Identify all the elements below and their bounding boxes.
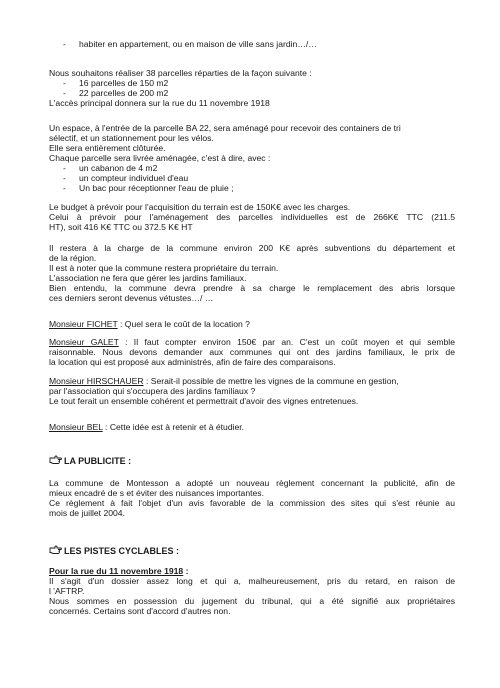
speaker-name: Monsieur FICHET [49, 319, 118, 329]
list-item: - un cabanon de 4 m2 [49, 163, 455, 173]
intro-block [49, 39, 455, 49]
paragraph-line: Nous sommes en possession du jugement du tribunal, qui a été signifié aux propriétaires [49, 596, 455, 606]
paragraph-line: la location qui est proposé aux administrés, afin de faire des comparaisons. [49, 357, 336, 367]
paragraph-line: Bien entendu, la commune devra prendre à sa charge le remplacement des abris lorsque [49, 283, 455, 293]
paragraph-line: Celui à prévoir pour l'aménagement des parcelles individuelles est de 266K€ TTC (211.5 [49, 212, 455, 222]
publicite-section [49, 455, 455, 466]
paragraph-line: L'accès principal donnera sur la rue du 11 novembre 1918 [49, 98, 270, 108]
paragraph-line: raisonnable. Nous devons demander aux communes qui ont des jardins familiaux, le prix de [49, 347, 455, 357]
paragraph-line: sélectif, et un stationnement pour les vélos. [49, 133, 214, 143]
espace-block [49, 123, 455, 193]
pointing-hand-icon [49, 455, 63, 465]
paragraph-line: Il est à noter que la commune restera propriétaire du terrain. [49, 263, 279, 273]
paragraph-line: Nous souhaitons réaliser 38 parcelles réparties de la façon suivante : [49, 68, 312, 78]
speaker-name: Monsieur GALET [49, 337, 119, 347]
paragraph-line: Elle sera entièrement clôturée. [49, 143, 166, 153]
budget-block [49, 202, 455, 232]
galet-block [49, 337, 455, 367]
list-item: - 16 parcelles de 150 m2 [49, 78, 455, 88]
publicite-body [49, 478, 455, 518]
pistes-body [49, 566, 455, 616]
paragraph-line: concernés. Certains sont d'accord d'autres non. [49, 606, 231, 616]
paragraph-line: HT), soit 416 K€ TTC ou 372.5 K€ HT [49, 222, 193, 232]
paragraph-line: Ce règlement à fait l'objet d'un avis favorable de la commission des sites qui s'est réunie au [49, 498, 455, 508]
paragraph-line: Le budget à prévoir pour l'acquisition du terrain est de 150K€ avec les charges. [49, 202, 351, 212]
speaker-text: : Serait-il possible de mettre les vignes de la commune en gestion, [143, 376, 399, 386]
paragraph-line: Il restera à la charge de la commune environ 200 K€ après subventions du département et [49, 243, 455, 253]
commune-block [49, 243, 455, 303]
speaker-name: Monsieur BEL [49, 422, 103, 432]
hirschauer-block [49, 376, 455, 406]
paragraph-line: l 'AFTRP. [49, 586, 85, 596]
paragraph-line: ces derniers seront devenus vétustes…/ … [49, 293, 214, 303]
list-item: - habiter en appartement, ou en maison de ville sans jardin…/… [49, 39, 455, 49]
list-item: - 22 parcelles de 200 m2 [49, 88, 455, 98]
paragraph-line: mieux encadré de s et éviter des nuisances importantes. [49, 488, 264, 498]
speaker-text: : Il faut compter environ 150€ par an. C'est un coût moyen et qui semble [118, 337, 455, 347]
fichet-block [49, 319, 455, 329]
subsection-colon: : [183, 566, 189, 576]
pistes-section [49, 545, 455, 556]
paragraph-line: par l'association qui s'occupera des jardins familiaux ? [49, 386, 256, 396]
paragraph-line: Chaque parcelle sera livrée aménagée, c'est à dire, avec : [49, 153, 271, 163]
paragraph-line: L'association ne fera que gérer les jardins familiaux. [49, 273, 247, 283]
paragraph-line: Un espace, à l'entrée de la parcelle BA 22, sera aménagé pour recevoir des containers de tri [49, 123, 401, 133]
list-item: - un compteur individuel d'eau [49, 173, 455, 183]
speaker-text: : Cette idée est à retenir et à étudier. [102, 422, 245, 432]
section-heading: LES PISTES CYCLABLES : [64, 546, 180, 556]
paragraph-line: de la région. [49, 253, 97, 263]
speaker-text: : Quel sera le coût de la location ? [117, 319, 250, 329]
parcelles-block [49, 68, 455, 108]
list-item: - Un bac pour réceptionner l'eau de pluie ; [49, 183, 455, 193]
speaker-name: Monsieur HIRSCHAUER [49, 376, 144, 386]
bel-block [49, 422, 455, 432]
paragraph-line: Il s'agit d'un dossier assez long et qui a, malheureusement, pris du retard, en raison de [49, 576, 455, 586]
paragraph-line: La commune de Montesson a adopté un nouveau règlement concernant la publicité, afin de [49, 478, 455, 488]
paragraph-line: Le tout ferait un ensemble cohérent et permettrait d'avoir des vignes entretenues. [49, 396, 359, 406]
subsection-heading: Pour la rue du 11 novembre 1918 [49, 566, 184, 576]
paragraph-line: mois de juillet 2004. [49, 508, 125, 518]
pointing-hand-icon [49, 545, 63, 555]
section-heading: LA PUBLICITE : [64, 456, 132, 466]
